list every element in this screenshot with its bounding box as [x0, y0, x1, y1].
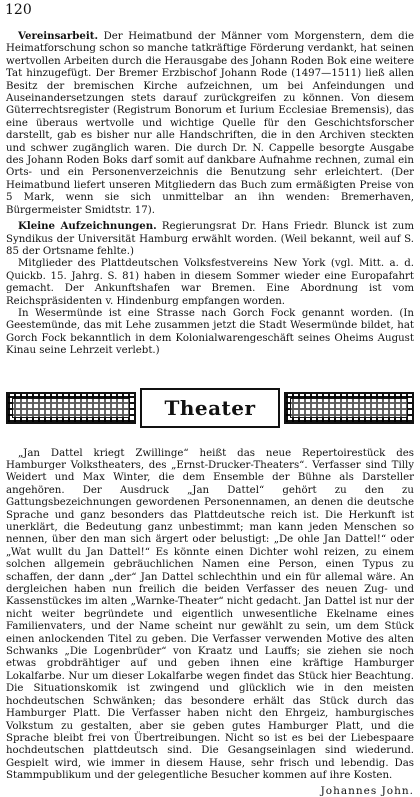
heading-vereinsarbeit: Vereinsarbeit.	[18, 30, 99, 42]
paragraph-vereinsarbeit	[6, 30, 414, 217]
paragraph-kleine-3: In Wesermünde ist eine Strasse nach Gorch Fock genannt worden. (In Geestemünde, das mit Lehe zusammen jetzt die Stadt Wesermünde bildet, hat Gorch Fock bekanntlich in dem Kolonialwarengeschäft seines Oheims August Kinau seine Lehrzeit verlebt.)	[6, 307, 414, 357]
paragraph-theater: „Jan Dattel kriegt Zwillinge“ heißt das neue Repertoirestück des Hamburger Volkstheaters, des „Ernst-Drucker-Theaters“. Verfasser sind Tilly Weidert und Max Winter, die dem Ensemble der Bühne als Darsteller angehören. Der Ausdruck „Jan Dattel“ gehört zu den zu Gattungsbezeichnungen gewordenen Personennamen, an denen die deutsche Sprache und ganz besonders das Plattdeutsche reich ist. Die Herkunft ist unerklärt, die Bedeutung ganz unbestimmt; man kann jeden Menschen so nennen, über den man sich ärgert oder belustigt: „De ohle Jan Dattel!“ oder „Wat wullt du Jan Dattel!“ Es könnte einen Dichter wohl reizen, zu einem solchen allgemein gebräuchlichen Namen eine Person, einen Typus zu schaffen, der dann „der“ Jan Dattel schlechthin und ein für allemal wäre. An dergleichen haben nun freilich die beiden Verfasser des neuen Zug- und Kassenstückes im alten „Warnke-Theater“ nicht gedacht. Jan Dattel ist nur der nicht weiter begründete und eigentlich unwesentliche Ekelname eines Familienvaters, und der Name scheint nur gewählt zu sein, um dem Stück einen anlockenden Titel zu geben. Die Verfasser verwenden Motive des alten Schwanks „Die Logenbrüder“ von Kraatz und Lauffs; sie ziehen sie noch etwas grobdrähtiger auf und geben ihnen eine kräftige Hamburger Lokalfarbe. Nur um dieser Lokalfarbe wegen findet das Stück hier Beachtung. Die Situationskomik ist zwingend und glücklich wie in den meisten hochdeutschen Schwänken; das besondere erhält das Stück durch das Hamburger Platt. Die Verfasser haben nicht den Ehrgeiz, hamburgisches Volkstum zu gestalten, aber sie geben gutes Hamburger Platt, und die Sprache bleibt frei von Übertreibungen. Nicht so ist es bei der Liebespaare hochdeutschen plattdeutsch sind. Die Gesangseinlagen sind wiederund. Gespielt wird, wie immer in diesem Hause, sehr frisch und lebendig. Das Stammpublikum und der gelegentliche Besucher kommen auf ihre Kosten.	[6, 447, 414, 782]
text-vereinsarbeit: Der Heimatbund der Männer vom Morgenstern, dem die Heimatforschung schon so manche tatkräftige Förderung verdankt, hat seinen wertvollen Arbeiten durch die Herausgabe des Johann Roden Bok eine weitere Tat hinzugefügt. Der Bremer Erzbischof Johann Rode (1497—1511) ließ allen Besitz der bremischen Kirche aufzeichnen, um bei Anfeindungen und Auseinandersetzungen stets darauf zurückgreifen zu können. Von diesem Güterrechtsregister (Registrum Bonorum et Iurium Ecclesiae Bremensis), das eine überaus wertvolle und wichtige Quelle für den Geschichtsforscher darstellt, gab es bisher nur alle Handschriften, die in den Archiven steckten und schwer zugänglich waren. Die durch Dr. N. Cappelle besorgte Ausgabe des Johann Roden Boks darf somit auf dankbare Aufnahme rechnen, zumal ein Orts- und ein Personenverzeichnis die Benutzung sehr erleichtert. (Der Heimatbund liefert unseren Mitgliedern das Buch zum ermäßigten Preise von 5 Mark, wenn sie sich unmittelbar an ihn wenden: Bremerhaven, Bürgermeister Smidtstr. 17).	[6, 31, 414, 216]
banner-title-box	[140, 388, 280, 428]
paragraph-kleine-1	[6, 220, 414, 258]
banner-title: Theater	[164, 395, 256, 420]
text-kleine-1: Regierungsrat Dr. Hans Friedr. Blunck ist zum Syndikus der Universität Hamburg erwählt worden. (Weil bekannt, weil auf S. 85 der Ortsname fehlte.)	[6, 221, 414, 257]
theater-banner	[6, 388, 414, 428]
ornament-left-icon	[6, 392, 136, 424]
signature: Johannes John.	[320, 784, 414, 797]
page-number: 120	[5, 2, 32, 18]
heading-kleine: Kleine Aufzeichnungen.	[18, 220, 157, 233]
paragraph-kleine-2: Mitglieder des Plattdeutschen Volksfestvereins New York (vgl. Mitt. a. d. Quickb. 15. Jahrg. S. 81) haben in diesem Sommer wieder eine Europafahrt gemacht. Der Ankunftshafen war Bremen. Eine Abordnung ist vom Reichspräsidenten v. Hindenburg empfangen worden.	[6, 258, 414, 307]
ornament-right-icon	[284, 392, 414, 424]
page-content	[6, 30, 414, 797]
